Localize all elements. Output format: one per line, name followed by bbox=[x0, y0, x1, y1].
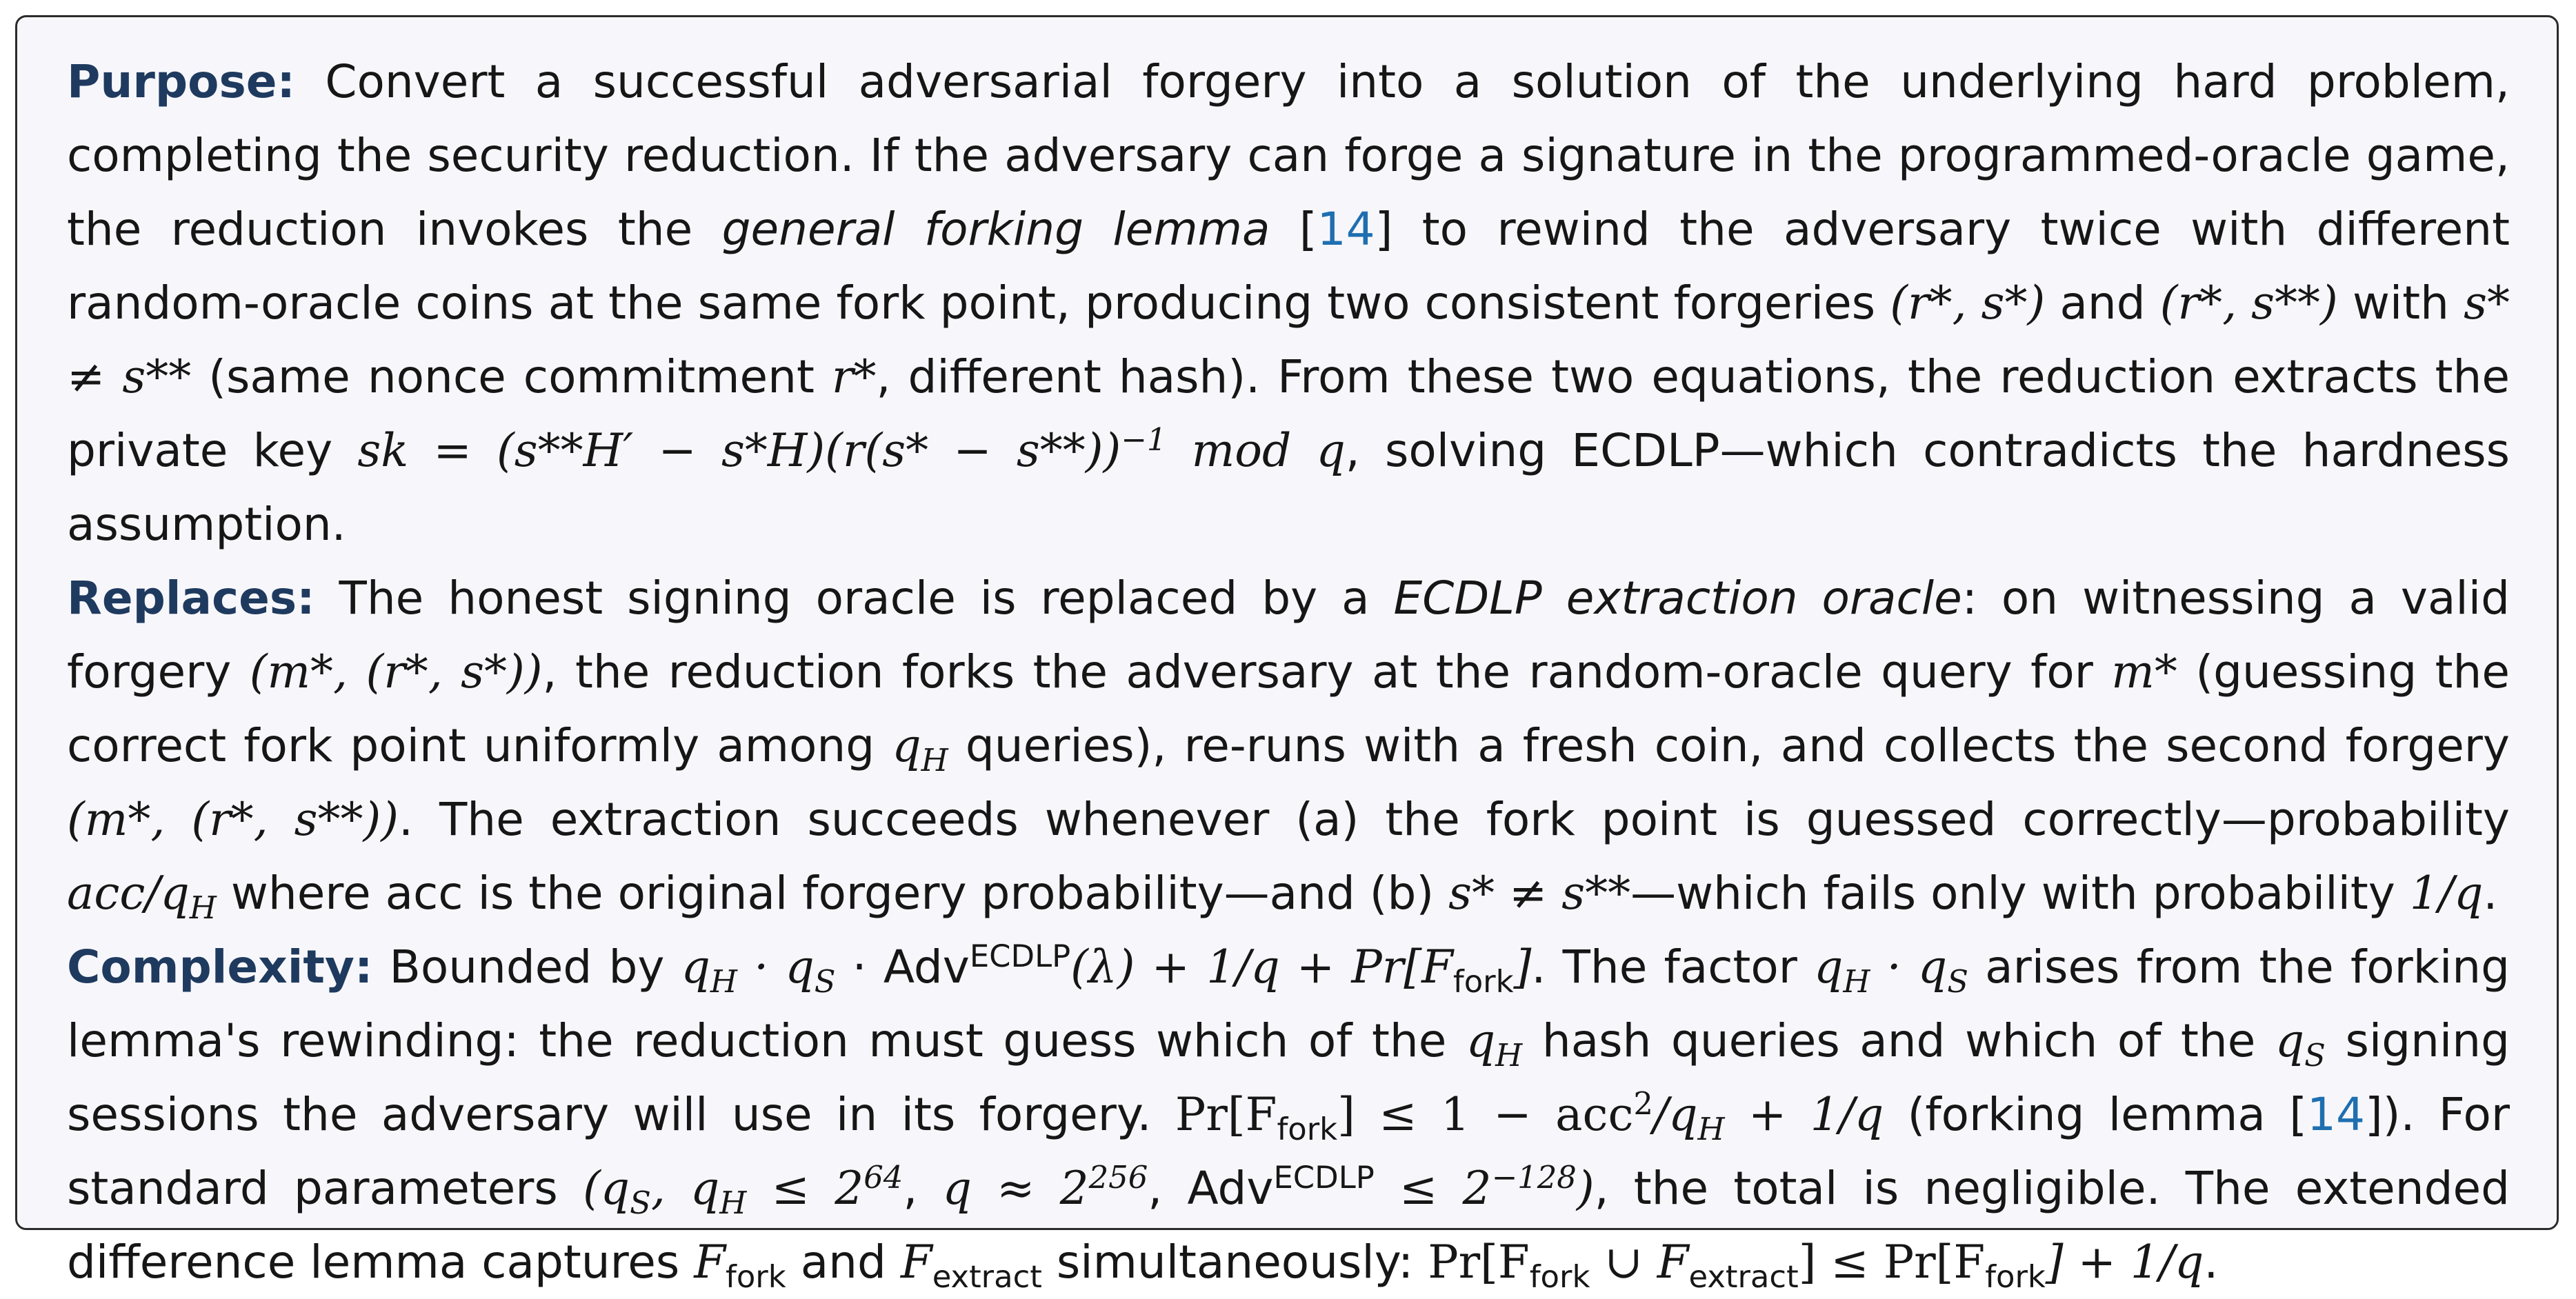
math-f: F bbox=[900, 1236, 932, 1289]
math-bracket: ) bbox=[1576, 1162, 1595, 1215]
math-subscript: fork bbox=[1277, 1111, 1338, 1148]
math-pr: Pr[F bbox=[1175, 1088, 1277, 1141]
math-q: q bbox=[892, 719, 921, 772]
math-message: m* bbox=[2111, 645, 2177, 698]
purpose-text: ] to rewind the adversary twice with different random-oracle coins at the same fork point, producing two consistent forgeries bbox=[67, 203, 2510, 330]
citation-link[interactable]: 14 bbox=[2306, 1088, 2365, 1141]
math-subscript: H bbox=[921, 742, 948, 779]
complexity-text: simultaneously: bbox=[1041, 1236, 1428, 1289]
math-inequality: s* ≠ s** bbox=[1448, 867, 1631, 920]
math-q: · q bbox=[737, 940, 815, 994]
math-subscript: S bbox=[630, 1185, 651, 1222]
math-pr: ] ≤ Pr[F bbox=[1798, 1236, 1986, 1289]
complexity-text: , bbox=[903, 1162, 943, 1215]
math-superscript: 256 bbox=[1088, 1159, 1148, 1196]
purpose-text: , solving ECDLP—which contradicts the hardness assumption. bbox=[67, 424, 2510, 551]
math-factor bbox=[1814, 940, 1968, 1000]
math-sk-expression: sk = (s**H′ − s*H)(r(s* − s**)) bbox=[357, 424, 1121, 477]
purpose-text: Convert a successful adversarial forgery into a solution of the underlying hard problem, completing the security reduction. If the adversary can forge a signature in the programmed-oracle game, the reduction invokes the bbox=[67, 55, 2510, 256]
math-advantage-bound bbox=[1187, 1159, 1595, 1215]
math-subscript: S bbox=[814, 963, 836, 1000]
math-modulus: mod q bbox=[1166, 424, 1346, 477]
math-forgery-1: (m*, (r*, s*)) bbox=[249, 645, 543, 698]
purpose-text: , different hash). From these two equations, the reduction extracts the private key bbox=[67, 350, 2510, 477]
math-superscript: 2 bbox=[1633, 1085, 1653, 1122]
math-q: , q bbox=[650, 1162, 720, 1215]
purpose-label: Purpose: bbox=[67, 55, 295, 108]
forking-lemma-term: general forking lemma bbox=[721, 203, 1270, 256]
math-qh bbox=[892, 719, 948, 779]
purpose-text: and bbox=[2045, 276, 2160, 330]
math-subscript: fork bbox=[726, 1258, 786, 1296]
math-acc-ratio bbox=[67, 867, 217, 927]
replaces-text: where acc is the original forgery probability—and (b) bbox=[216, 867, 1449, 920]
math-adv: Adv bbox=[1187, 1162, 1274, 1215]
complexity-text: arises from the forking lemma's rewinding: the reduction must guess which of the bbox=[67, 940, 2510, 1067]
math-fork-probability bbox=[1175, 1085, 1884, 1148]
math-bracket: ] bbox=[1513, 940, 1532, 994]
math-f-fork bbox=[694, 1236, 786, 1296]
replaces-text: . bbox=[2483, 867, 2498, 920]
replaces-text: (guessing the correct fork point uniformly among bbox=[67, 645, 2510, 772]
math-qh bbox=[1466, 1014, 1523, 1074]
math-subscript: fork bbox=[1985, 1258, 2046, 1296]
math-parameters bbox=[583, 1159, 903, 1222]
replaces-label: Replaces: bbox=[67, 572, 315, 625]
complexity-text: signing sessions the adversary will use in its forgery. bbox=[67, 1014, 2510, 1141]
math-superscript: 64 bbox=[863, 1159, 903, 1196]
math-terms: + 1/q bbox=[1724, 1088, 1884, 1141]
citation-link[interactable]: 14 bbox=[1317, 203, 1375, 256]
math-modulus-size bbox=[942, 1159, 1148, 1215]
math-f-extract bbox=[900, 1236, 1042, 1296]
math-q: q bbox=[1466, 1014, 1496, 1067]
complexity-text: hash queries and which of the bbox=[1522, 1014, 2275, 1067]
math-subscript: S bbox=[1947, 963, 1968, 1000]
math-bound bbox=[681, 938, 1532, 1000]
complexity-text: . bbox=[2204, 1236, 2219, 1289]
math-subscript: extract bbox=[1688, 1258, 1799, 1296]
math-union-bound bbox=[1428, 1236, 2204, 1296]
extraction-oracle-term: ECDLP extraction oracle bbox=[1393, 572, 1962, 625]
replaces-text: : on witnessing a valid forgery bbox=[67, 572, 2510, 698]
complexity-label: Complexity: bbox=[67, 940, 373, 994]
math-subscript: H bbox=[189, 889, 217, 927]
math-subscript: extract bbox=[932, 1258, 1042, 1296]
purpose-paragraph bbox=[67, 45, 2510, 561]
math-superscript: ECDLP bbox=[969, 938, 1071, 974]
complexity-text: . The factor bbox=[1531, 940, 1815, 994]
math-forgery-1: (r*, s*) bbox=[1890, 276, 2046, 330]
complexity-paragraph bbox=[67, 930, 2510, 1299]
purpose-text: [ bbox=[1270, 203, 1317, 256]
math-forgery-2: (m*, (r*, s**)) bbox=[67, 793, 399, 846]
replaces-text: —which fails only with probability bbox=[1630, 867, 2410, 920]
math-subscript: fork bbox=[1452, 963, 1514, 1000]
complexity-text: , the total is negligible. The extended difference lemma captures bbox=[67, 1162, 2510, 1289]
complexity-text: Bounded by bbox=[372, 940, 681, 994]
math-terms: ] + 1/q bbox=[2045, 1236, 2204, 1289]
math-q: (q bbox=[583, 1162, 630, 1215]
replaces-text: . The extraction succeeds whenever (a) the fork point is guessed correctly—probability bbox=[399, 793, 2510, 846]
math-inequality: s* ≠ s** bbox=[67, 276, 2510, 403]
complexity-text: (forking lemma [ bbox=[1884, 1088, 2307, 1141]
math-terms: ∪ F bbox=[1590, 1236, 1689, 1289]
math-terms: ≤ 2 bbox=[1374, 1162, 1492, 1215]
math-pr: Pr[F bbox=[1428, 1236, 1530, 1289]
reduction-step-box bbox=[15, 15, 2559, 1296]
math-terms: ≤ 2 bbox=[746, 1162, 864, 1215]
math-terms: ] ≤ 1 − acc bbox=[1337, 1088, 1634, 1141]
purpose-text: with bbox=[2337, 276, 2464, 330]
math-exponent: −1 bbox=[1121, 421, 1167, 458]
math-f: F bbox=[694, 1236, 726, 1289]
math-subscript: fork bbox=[1529, 1258, 1590, 1296]
math-superscript: ECDLP bbox=[1273, 1159, 1375, 1196]
replaces-text: , the reduction forks the adversary at the random-oracle query for bbox=[542, 645, 2112, 698]
math-subscript: S bbox=[2304, 1037, 2326, 1074]
math-terms: /q bbox=[1653, 1088, 1698, 1141]
math-private-key bbox=[357, 421, 1346, 477]
math-subscript: H bbox=[719, 1185, 747, 1222]
math-forgery-2: (r*, s**) bbox=[2159, 276, 2338, 330]
complexity-text: ]). For standard parameters bbox=[67, 1088, 2510, 1215]
math-terms: (λ) + 1/q + Pr[F bbox=[1070, 940, 1453, 994]
replaces-paragraph bbox=[67, 561, 2510, 930]
math-superscript: −128 bbox=[1491, 1159, 1577, 1196]
math-subscript: H bbox=[1495, 1037, 1523, 1074]
complexity-text: and bbox=[786, 1236, 901, 1289]
math-subscript: H bbox=[1843, 963, 1870, 1000]
replaces-text: queries), re-runs with a fresh coin, and collects the second forgery bbox=[948, 719, 2510, 772]
math-q: q bbox=[681, 940, 710, 994]
math-adv: · Adv bbox=[835, 940, 970, 994]
math-acc: acc/q bbox=[67, 867, 190, 920]
math-inverse-q: 1/q bbox=[2409, 867, 2484, 920]
math-q: q bbox=[1814, 940, 1844, 994]
math-q: · q bbox=[1870, 940, 1948, 994]
math-q: q bbox=[2275, 1014, 2305, 1067]
math-qs bbox=[2275, 1014, 2326, 1074]
math-terms: q ≈ 2 bbox=[942, 1162, 1089, 1215]
complexity-text: , bbox=[1148, 1162, 1188, 1215]
replaces-text: The honest signing oracle is replaced by a bbox=[314, 572, 1394, 625]
math-subscript: H bbox=[1697, 1111, 1725, 1148]
math-nonce: r* bbox=[831, 350, 877, 403]
purpose-text: (same nonce commitment bbox=[191, 350, 832, 403]
math-subscript: H bbox=[710, 963, 738, 1000]
